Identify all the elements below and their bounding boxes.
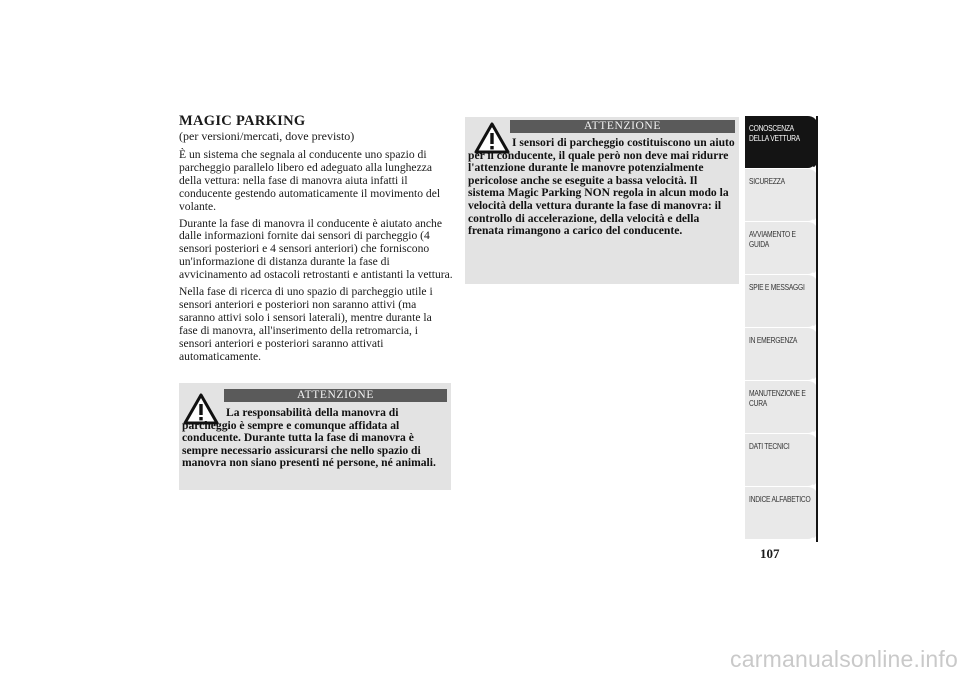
watermark: carmanualsonline.info — [730, 646, 958, 672]
warning-heading: ATTENZIONE — [510, 120, 735, 133]
tab-spie-e-messaggi[interactable] — [745, 275, 818, 328]
warning-text: La responsabilità della manovra di parcheggio è sempre e comunque affidata al conducente. Durante tutta la fase di manovra è sempre necessario assicurarsi che nello spazio di manovra non siano presenti né persone, né animali. — [182, 406, 436, 470]
tab-label: DATI TECNICI — [749, 442, 790, 451]
tab-manutenzione-e-cura[interactable] — [745, 381, 818, 434]
tab-label: SPIE E MESSAGGI — [749, 283, 805, 292]
tab-indice-alfabetico[interactable] — [745, 487, 818, 540]
tab-label: AVVIAMENTO E GUIDA — [749, 230, 796, 249]
tabs-divider — [816, 116, 818, 542]
tab-avviamento-e-guida[interactable] — [745, 222, 818, 275]
tab-label: IN EMERGENZA — [749, 336, 798, 345]
tab-sicurezza[interactable] — [745, 169, 818, 222]
warning-box-right — [465, 117, 739, 284]
tab-in-emergenza[interactable] — [745, 328, 818, 381]
tab-label: MANUTENZIONE E CURA — [749, 389, 806, 408]
tab-dati-tecnici[interactable] — [745, 434, 818, 487]
section-title: MAGIC PARKING — [179, 113, 306, 129]
main-column — [179, 113, 453, 368]
page-number: 107 — [760, 546, 780, 561]
paragraph-3: Nella fase di ricerca di uno spazio di parcheggio utile i sensori anteriori e posteriori non saranno attivi (ma saranno attivi solo i sensori laterali), mentre durante la fase di manovra, all'inserimento della retromarcia, i sensori anteriori e posteriori saranno attivati automaticamente. — [179, 285, 433, 363]
tab-label: INDICE ALFABETICO — [749, 495, 811, 504]
tab-label: CONOSCENZA DELLA VETTURA — [749, 124, 800, 143]
warning-heading: ATTENZIONE — [224, 389, 447, 402]
paragraph-2: Durante la fase di manovra il conducente è aiutato anche dalle informazioni fornite dai sensori di parcheggio (4 sensori posteriori e 4 sensori anteriori) che forniscono un'informazione di distanza durante la fase di avvicinamento ad ostacoli retrostanti e antistanti la vettura. — [179, 216, 453, 282]
paragraph-1: È un sistema che segnala al conducente uno spazio di parcheggio parallelo libero ed adeguato alla lunghezza della vettura: nella fase di manovra aiuta infatti il conducente gestendo automaticamente il movimento del volante. — [179, 148, 441, 213]
chapter-tabs — [745, 116, 818, 540]
tab-label: SICUREZZA — [749, 177, 785, 186]
warning-box-left — [179, 383, 451, 490]
tab-conoscenza-della-vettura[interactable] — [745, 116, 818, 169]
warning-text: I sensori di parcheggio costituiscono un aiuto per il conducente, il quale però non deve mai ridurre l'attenzione durante le manovre potenzialmente pericolose anche se eseguite a bassa velocità. Il sistema Magic Parking NON regola in alcun modo la velocità della vettura durante la fase di manovra: il controllo di accelerazione, della velocità e della frenata rimangono a carico del conducente. — [468, 136, 735, 238]
section-subtitle: (per versioni/mercati, dove previsto) — [179, 129, 355, 143]
